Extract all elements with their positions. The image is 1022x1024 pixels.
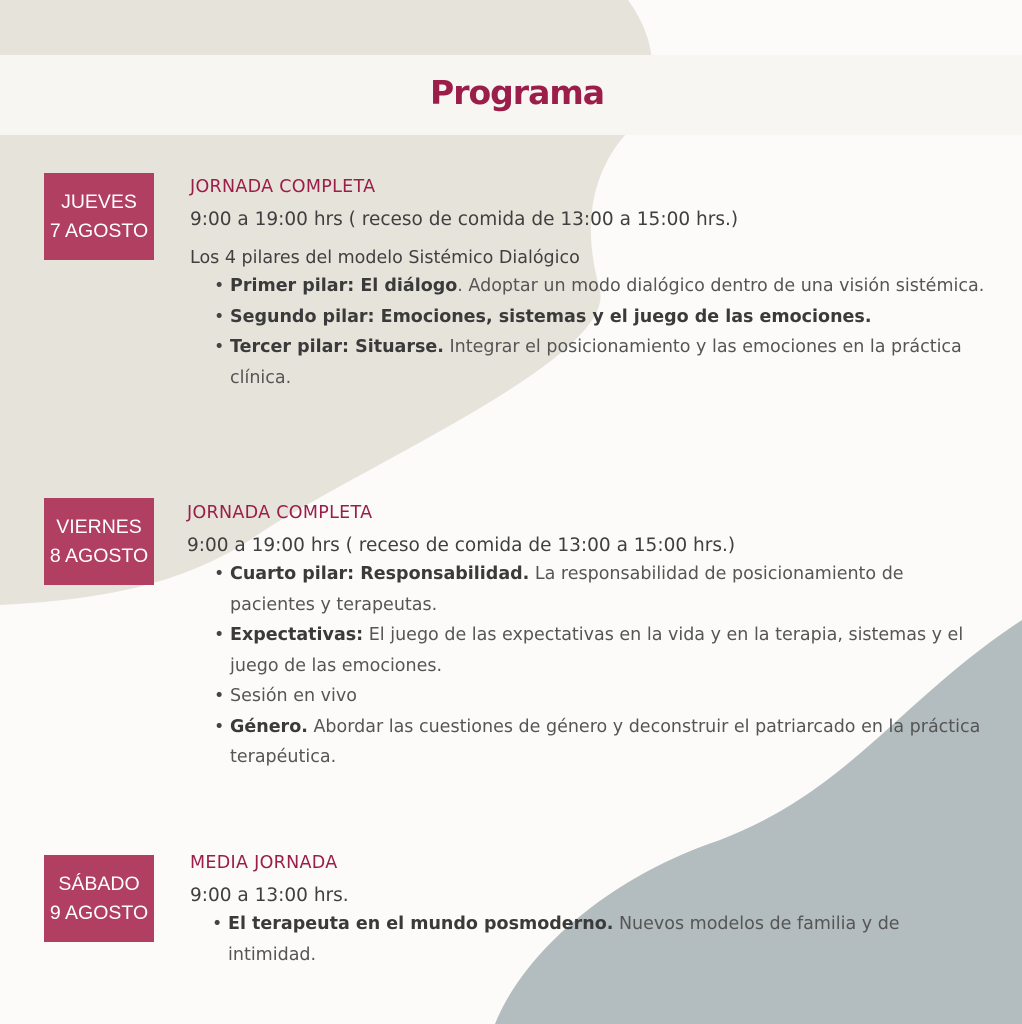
day-section-jueves — [190, 175, 990, 393]
day-badge-jueves — [44, 173, 154, 260]
topic-list — [190, 271, 990, 393]
list-item: • Tercer pilar: Situarse. Integrar el posicionamiento y las emociones en la práctica clínica. — [214, 337, 962, 388]
session-time: 9:00 a 19:00 hrs ( receso de comida de 13:00 a 15:00 hrs.) — [190, 209, 739, 230]
day-section-viernes — [187, 501, 987, 773]
session-heading: MEDIA JORNADA — [190, 853, 338, 873]
list-item: • Sesión en vivo — [214, 686, 357, 706]
day-badge-sabado — [44, 855, 154, 942]
list-item: • Género. Abordar las cuestiones de género y deconstruir el patriarcado en la práctica terapéutica. — [214, 716, 981, 767]
session-heading: JORNADA COMPLETA — [190, 177, 376, 197]
day-name: SÁBADO — [58, 873, 140, 895]
list-item: • El terapeuta en el mundo posmoderno. Nuevos modelos de familia y de intimidad. — [212, 914, 900, 965]
list-item: • Primer pilar: El diálogo. Adoptar un modo dialógico dentro de una visión sistémica. — [214, 276, 985, 296]
day-name: JUEVES — [61, 191, 137, 213]
list-item: • Segundo pilar: Emociones, sistemas y el juego de las emociones. — [214, 306, 872, 327]
session-time: 9:00 a 19:00 hrs ( receso de comida de 13:00 a 15:00 hrs.) — [187, 535, 736, 556]
session-time: 9:00 a 13:00 hrs. — [190, 885, 349, 906]
session-intro: Los 4 pilares del modelo Sistémico Dialógico — [190, 248, 580, 268]
day-section-sabado — [190, 851, 990, 970]
day-date: 8 AGOSTO — [49, 545, 149, 567]
session-heading: JORNADA COMPLETA — [187, 503, 373, 523]
list-item: • Cuarto pilar: Responsabilidad. La responsabilidad de posicionamiento de pacientes y terapeutas. — [214, 564, 904, 615]
day-badge-viernes — [44, 498, 154, 585]
day-name: VIERNES — [56, 516, 142, 538]
page-title: Programa — [430, 73, 604, 112]
topic-list — [190, 559, 987, 773]
day-date: 7 AGOSTO — [49, 220, 149, 242]
list-item: • Expectativas: El juego de las expectativas en la vida y en la terapia, sistemas y el juego de las emociones. — [214, 625, 964, 676]
day-date: 9 AGOSTO — [49, 902, 149, 924]
topic-list — [188, 909, 990, 970]
